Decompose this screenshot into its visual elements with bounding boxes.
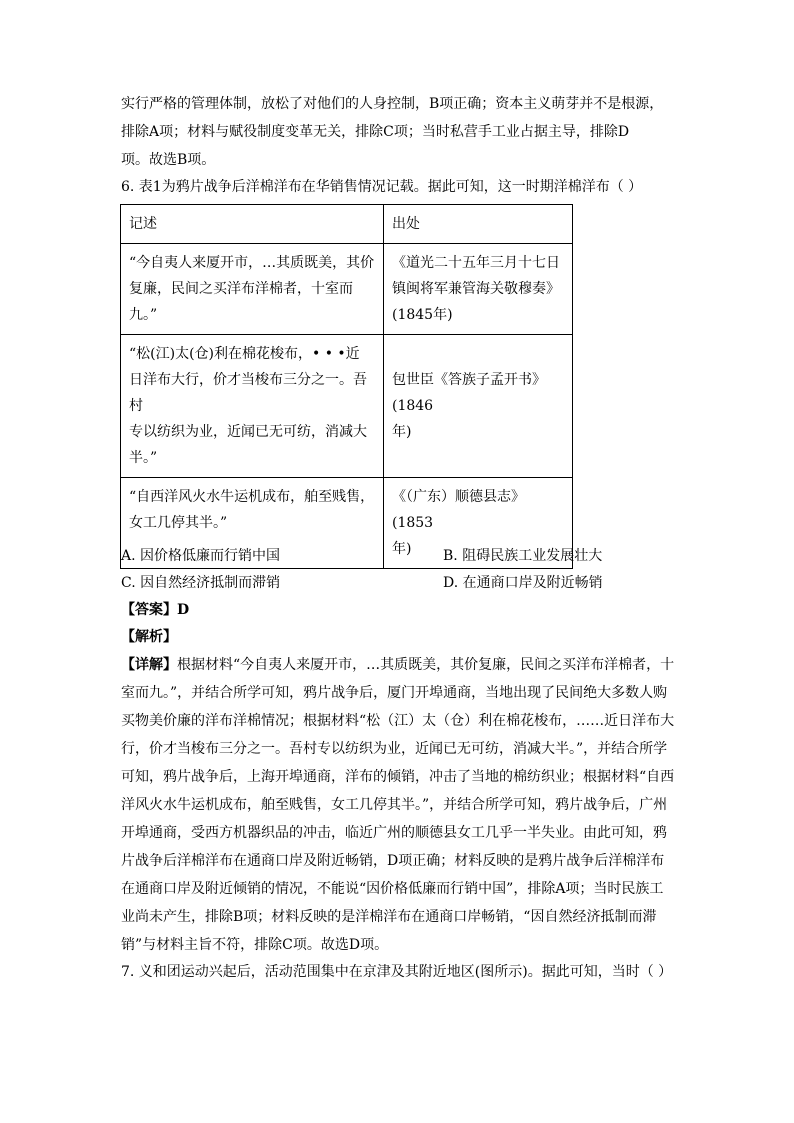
record-line: 女工几停其半。” [129,515,228,531]
record-line: 九。” [129,307,158,323]
record-line: 专以纺织为业，近闻已无可纺，消减大 [129,424,367,440]
source-line: 包世臣《答族子孟开书》(1846 [392,372,546,414]
detail-line: 开埠通商，受西方机器织品的冲击，临近广州的顺德县女工几乎一半失业。由此可知，鸦 [121,825,667,841]
source-line: 《（广东）顺德县志》(1853 [392,489,525,531]
option-c: C. 因自然经济抵制而滞销 [121,575,281,591]
record-line: 复廉，民间之买洋布洋棉者，十室而 [129,281,353,297]
detail-line: 室而九。”，并结合所学可知，鸦片战争后，厦门开埠通商，当地出现了民间绝大多数人购 [121,685,668,701]
record-line: “自西洋风火水牛运机成布，舶至贱售， [129,489,375,505]
question-7-stem: 7. 义和团运动兴起后，活动范围集中在京津及其附近地区(图所示)。据此可知，当时（ ） [121,964,673,980]
detail-line: 行，价才当梭布三分之一。吾村专以纺织为业，近闻已无可纺，消减大半。”，并结合所学 [121,741,668,757]
table-header-row [121,205,573,244]
intro-line-1: 实行严格的管理体制，放松了对他们的人身控制，B项正确；资本主义萌芽并不是根源， [121,96,664,112]
record-line: 日洋布大行，价才当梭布三分之一。吾村 [129,372,367,414]
source-line: 《道光二十五年三月十七日 [392,255,560,271]
detail-line: 可知，鸦片战争后，上海开埠通商，洋布的倾销，冲击了当地的棉纺织业；根据材料“自西 [121,769,675,785]
detail-line: 片战争后洋棉洋布在通商口岸及附近畅销，D项正确；材料反映的是鸦片战争后洋棉洋布 [121,853,665,869]
detail-line [121,655,674,675]
table-row [121,335,573,478]
source-line: (1845年) [392,307,453,323]
record-line: “今自夷人来厦开市，…其质既美，其价 [129,255,375,271]
analysis-label: 【解析】 [121,629,177,645]
detail-line: 业尚未产生，排除B项；材料反映的是洋棉洋布在通商口岸畅销，“因自然经济抵制而滞 [121,909,657,925]
intro-line-2: 排除A项；材料与赋役制度变革无关，排除C项；当时私营手工业占据主导，排除D [121,124,630,140]
detail-line: 销”与材料主旨不符，排除C项。故选D项。 [121,937,389,953]
detail-line: 洋风火水牛运机成布，舶至贱售，女工几停其半。”，并结合所学可知，鸦片战争后，广州 [121,797,668,813]
option-d: D. 在通商口岸及附近畅销 [443,575,603,591]
source-table [120,204,573,569]
source-cell [384,335,573,478]
source-cell [384,244,573,335]
source-line: 镇闽将军兼管海关敬穆奏》 [392,281,560,297]
detail-text: 根据材料“今自夷人来厦开市，…其质既美，其价复廉，民间之买洋布洋棉者，十 [177,657,675,673]
record-cell [121,244,384,335]
detail-label: 【详解】 [121,657,177,673]
intro-line-3: 项。故选B项。 [121,152,216,168]
record-line: “松(江)太(仓)利在棉花梭布，• • •近 [129,346,360,362]
answer-label: 【答案】D [121,602,190,618]
record-line: 半。” [129,450,158,466]
table-row [121,244,573,335]
option-a: A. 因价格低廉而行销中国 [121,548,281,564]
detail-line: 买物美价廉的洋布洋棉情况；根据材料“松（江）太（仓）利在棉花梭布，……近日洋布大 [121,713,675,729]
table-header-record: 记述 [121,205,384,244]
question-6-stem: 6. 表1为鸦片战争后洋棉洋布在华销售情况记载。据此可知，这一时期洋棉洋布（ ） [121,179,643,195]
detail-line: 在通商口岸及附近倾销的情况，不能说“因价格低廉而行销中国”，排除A项；当时民族工 [121,881,664,897]
source-line: 年) [392,541,412,557]
record-cell [121,335,384,478]
source-line: 年) [392,424,412,440]
option-b: B. 阻碍民族工业发展壮大 [443,548,603,564]
table-header-source: 出处 [384,205,573,244]
